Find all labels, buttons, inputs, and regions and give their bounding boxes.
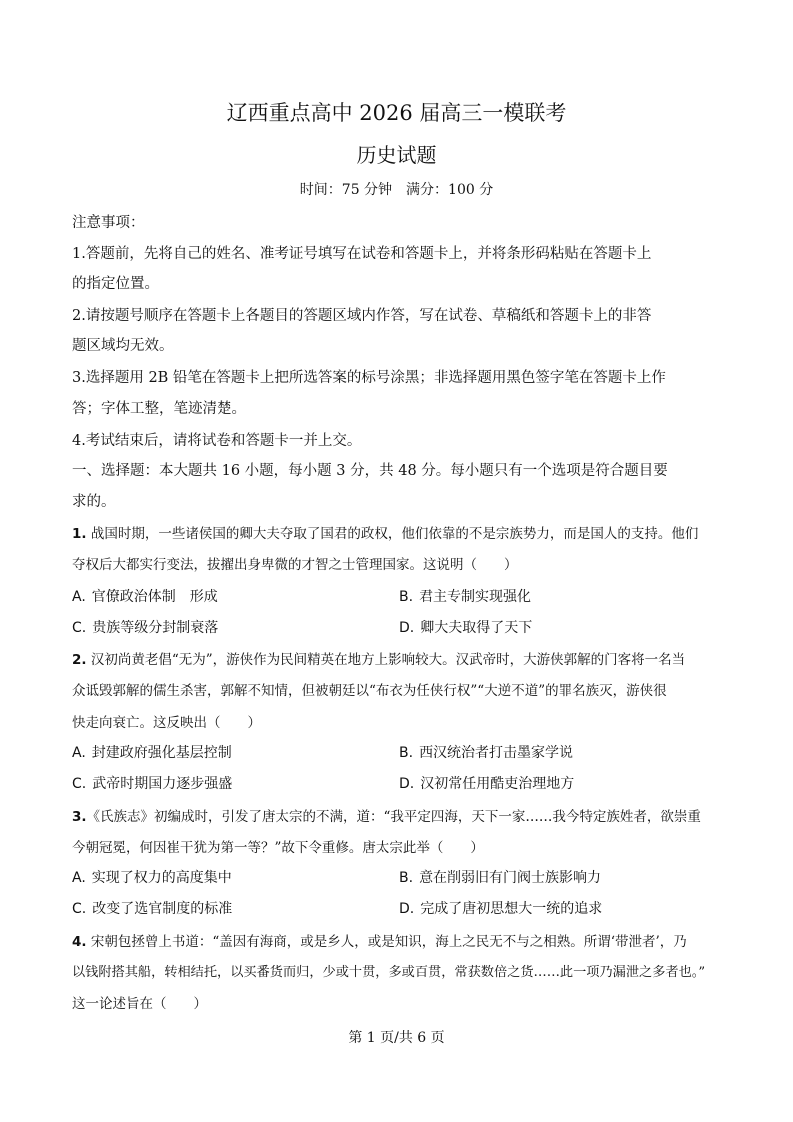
note-line: 答；字体工整，笔迹清楚。	[72, 401, 246, 417]
option-label: C.	[72, 776, 87, 792]
time-and-score: 时间：75 分钟 满分：100 分	[299, 182, 494, 198]
question-text: 战国时期，一些诸侯国的卿大夫夺取了国君的政权，他们依靠的不是宗族势力，而是国人的支持。他们	[90, 526, 699, 542]
option-label: D.	[399, 901, 415, 917]
question-3-option-d[interactable]	[399, 898, 602, 918]
option-label: B.	[399, 745, 414, 761]
option-text: 贵族等级分封制衰落	[92, 620, 219, 636]
question-text: 《氏族志》初编成时，引发了唐太宗的不满，道：“我平定四海，天下一家……我今特定族姓者，欲崇重	[86, 809, 701, 825]
question-number: 1.	[72, 526, 87, 542]
option-text: 汉初常任用酷吏治理地方	[420, 776, 575, 792]
page-number: 第 1 页/共 6 页	[348, 1030, 445, 1046]
option-label: C.	[72, 901, 87, 917]
option-text: 改变了选官制度的标准	[92, 901, 233, 917]
question-text: 今朝冠冕，何因崔干犹为第一等？”故下令重修。唐太宗此举（ ）	[72, 840, 484, 856]
option-text: 卿大夫取得了天下	[420, 620, 533, 636]
question-2-option-a[interactable]	[72, 742, 232, 762]
question-number: 4.	[72, 934, 87, 950]
question-1-option-c[interactable]	[72, 617, 218, 637]
notes-heading: 注意事项：	[72, 215, 145, 231]
option-label: D.	[399, 776, 415, 792]
question-3-option-b[interactable]	[399, 867, 601, 887]
option-label: C.	[72, 620, 87, 636]
note-line: 1.答题前，先将自己的姓名、准考证号填写在试卷和答题卡上，并将条形码粘贴在答题卡上	[72, 246, 652, 262]
question-4-stem	[72, 930, 687, 950]
question-1-option-b[interactable]	[399, 586, 531, 606]
note-line: 题区域均无效。	[72, 338, 174, 354]
option-label: B.	[399, 870, 414, 886]
question-3-option-a[interactable]	[72, 867, 232, 887]
note-line: 的指定位置。	[72, 276, 159, 292]
question-text: 汉初尚黄老倡“无为”，游侠作为民间精英在地方上影响较大。汉武帝时，大游侠郭解的门客将一名当	[90, 652, 686, 668]
exam-title: 辽西重点高中 2026 届高三一模联考	[226, 101, 567, 125]
question-text: 这一论述旨在（ ）	[72, 996, 207, 1012]
question-text: 众诋毁郭解的儒生杀害，郭解不知情，但被朝廷以“布衣为任侠行权”“大逆不道”的罪名族灭，游侠很	[72, 683, 667, 699]
subject-title: 历史试题	[356, 143, 437, 167]
question-number: 3.	[72, 809, 87, 825]
option-text: 完成了唐初思想大一统的追求	[420, 901, 603, 917]
note-line: 2.请按题号顺序在答题卡上各题目的答题区域内作答，写在试卷、草稿纸和答题卡上的非答	[72, 308, 652, 324]
question-3-option-c[interactable]	[72, 898, 232, 918]
question-3-stem	[72, 805, 701, 825]
question-1-option-a[interactable]	[72, 586, 218, 606]
option-text: 意在削弱旧有门阀士族影响力	[419, 870, 602, 886]
question-1-option-d[interactable]	[399, 617, 532, 637]
option-label: A.	[72, 870, 86, 886]
question-2-option-d[interactable]	[399, 773, 574, 793]
note-line: 4.考试结束后，请将试卷和答题卡一并上交。	[72, 433, 362, 449]
note-line: 3.选择题用 2B 铅笔在答题卡上把所选答案的标号涂黑；非选择题用黑色签字笔在答题卡上作	[72, 370, 666, 386]
question-text: 快走向衰亡。这反映出（ ）	[72, 715, 261, 731]
question-2-option-b[interactable]	[399, 742, 573, 762]
option-text: 武帝时期国力逐步强盛	[92, 776, 233, 792]
question-text: 夺权后大都实行变法，拔擢出身卑微的才智之士管理国家。这说明（ ）	[72, 557, 518, 573]
question-number: 2.	[72, 652, 87, 668]
question-2-stem	[72, 648, 685, 668]
option-label: B.	[399, 589, 414, 605]
section-heading-cont: 求的。	[72, 494, 116, 510]
section-heading: 一、选择题：本大题共 16 小题，每小题 3 分，共 48 分。每小题只有一个选项是符合题目要	[72, 463, 668, 479]
option-label: A.	[72, 589, 86, 605]
option-label: A.	[72, 745, 86, 761]
option-text: 官僚政治体制 形成	[91, 589, 218, 605]
option-text: 西汉统治者打击墨家学说	[419, 745, 574, 761]
option-text: 实现了权力的高度集中	[91, 870, 232, 886]
question-1-stem	[72, 522, 698, 542]
question-text: 宋朝包拯曾上书道：“盖因有海商，或是乡人，或是知识，海上之民无不与之相熟。所谓‘带泄者’，乃	[90, 934, 687, 950]
option-text: 封建政府强化基层控制	[91, 745, 232, 761]
question-2-option-c[interactable]	[72, 773, 232, 793]
question-text: 以钱附搭其船，转相结托，以买番货而归，少或十贯，多或百贯，常获数倍之货……此一项乃漏泄之多者也。”	[72, 965, 706, 980]
option-label: D.	[399, 620, 415, 636]
option-text: 君主专制实现强化	[419, 589, 532, 605]
